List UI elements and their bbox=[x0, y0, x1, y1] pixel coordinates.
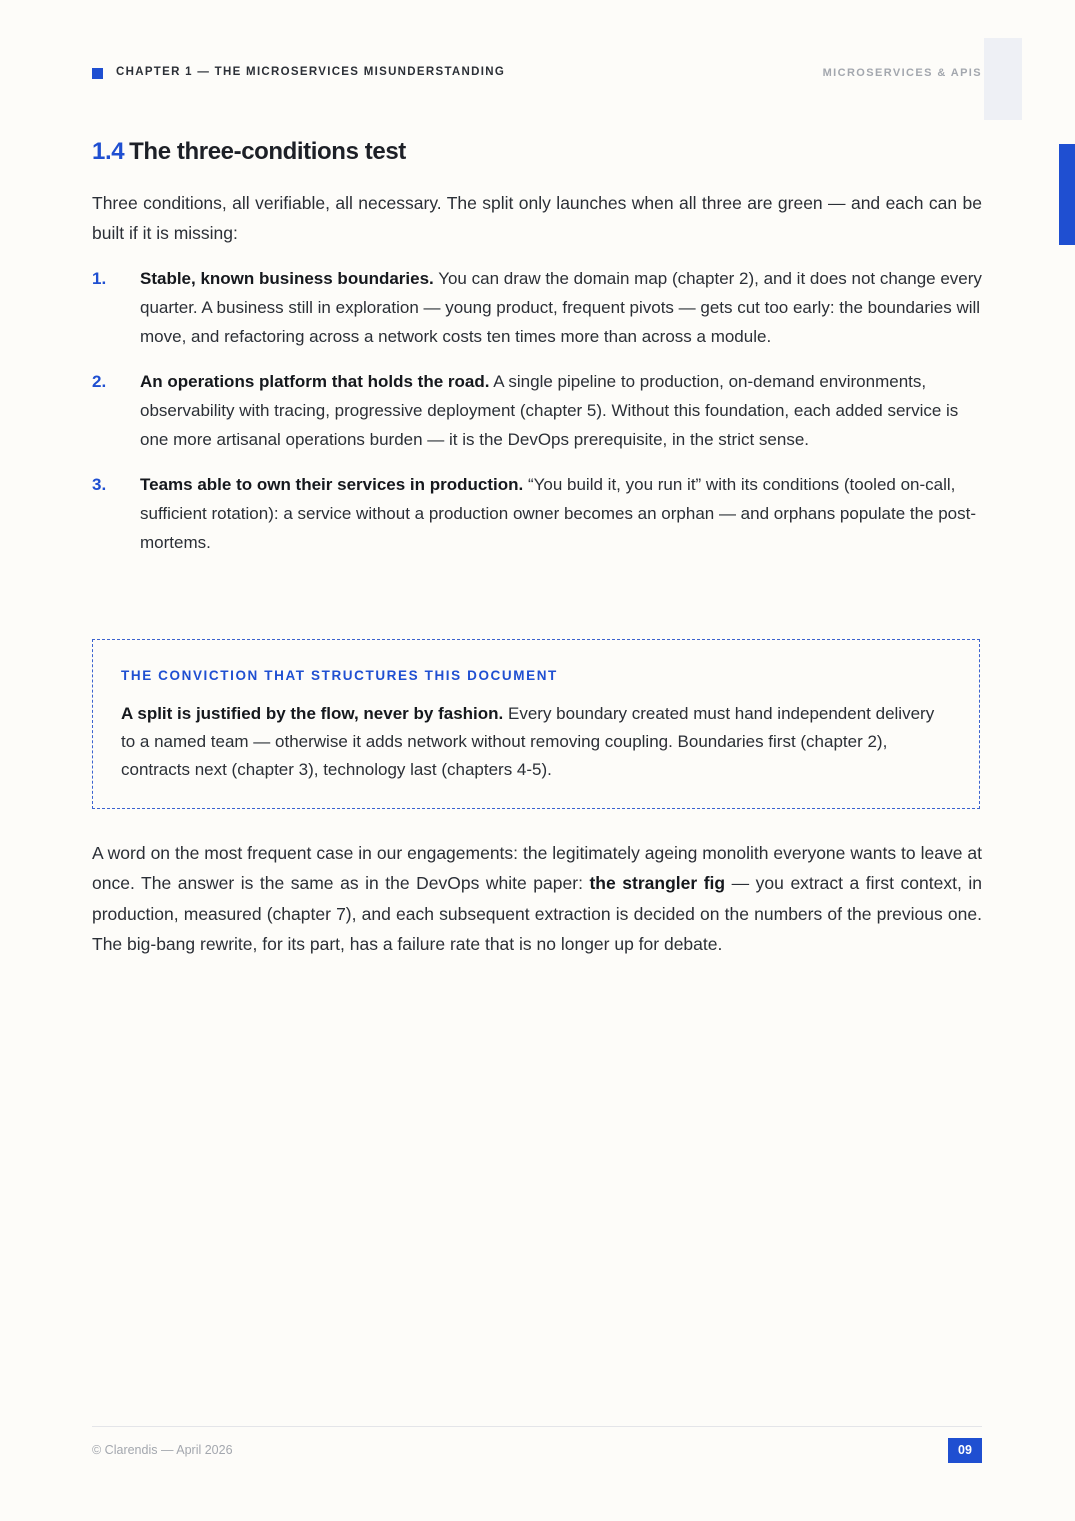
callout-body bbox=[121, 700, 941, 784]
conditions-list bbox=[92, 264, 982, 573]
callout-label: THE CONVICTION THAT STRUCTURES THIS DOCUMENT bbox=[121, 668, 558, 683]
closing-text-after: — you extract a first context, in production, measured (chapter 7), and each subsequent extraction is decided on the numbers of the previous one. The big-bang rewrite, for its part, has a failure rate that is no longer up for debate. bbox=[92, 873, 982, 954]
section-title: The three-conditions test bbox=[129, 138, 406, 165]
condition-number: 3. bbox=[92, 475, 107, 494]
intro-paragraph: Three conditions, all verifiable, all necessary. The split only launches when all three are green — and each can be built if it is missing: bbox=[92, 193, 982, 243]
chapter-marker bbox=[92, 68, 103, 79]
condition-number: 2. bbox=[92, 372, 107, 391]
page-number: 09 bbox=[948, 1438, 982, 1463]
condition-title: Teams able to own their services in production. bbox=[140, 475, 524, 494]
condition-title: Stable, known business boundaries. bbox=[140, 269, 434, 288]
chapter-running-header: CHAPTER 1 — THE MICROSERVICES MISUNDERSTANDING bbox=[116, 66, 506, 78]
chapter-side-tab bbox=[1059, 144, 1075, 245]
chapter-number-decoration bbox=[984, 38, 1022, 120]
callout-text: Every boundary created must hand independent delivery to a named team — otherwise it adds network without removing coupling. Boundaries first (chapter 2), contracts next (chapter 3), technology last (chapters 4-5). bbox=[121, 704, 935, 779]
condition-item bbox=[92, 367, 982, 454]
condition-number: 1. bbox=[92, 269, 107, 288]
condition-title: An operations platform that holds the road. bbox=[140, 372, 490, 391]
document-running-title: MICROSERVICES & APIS bbox=[822, 67, 982, 79]
condition-text: You can draw the domain map (chapter 2), and it does not change every quarter. A business still in exploration — young product, frequent pivots — gets cut too early: the boundaries will move, and refactoring across a network costs ten times more than across a module. bbox=[140, 269, 982, 346]
condition-text: “You build it, you run it” with its conditions (tooled on-call, sufficient rotation): a service without a production owner becomes an orphan — and orphans populate the post-mortems. bbox=[140, 475, 977, 552]
condition-item bbox=[92, 470, 982, 557]
condition-item bbox=[92, 264, 982, 351]
footer-copyright: © Clarendis — April 2026 bbox=[92, 1443, 233, 1457]
callout-lead: A split is justified by the flow, never by fashion. bbox=[121, 704, 504, 723]
closing-text-before: A word on the most frequent case in our engagements: the legitimately ageing monolith everyone wants to leave at once. The answer is the same as in the DevOps white paper: bbox=[92, 843, 982, 894]
footer-divider bbox=[92, 1426, 982, 1427]
section-number: 1.4 bbox=[92, 138, 125, 165]
closing-paragraph bbox=[92, 838, 982, 959]
conviction-callout bbox=[92, 639, 980, 809]
condition-text: A single pipeline to production, on-demand environments, observability with tracing, progressive deployment (chapter 5). Without this foundation, each added service is one more artisanal operations burden — it is the DevOps prerequisite, in the strict sense. bbox=[140, 372, 959, 449]
closing-emphasis: the strangler fig bbox=[589, 873, 726, 894]
section-heading bbox=[92, 138, 406, 166]
